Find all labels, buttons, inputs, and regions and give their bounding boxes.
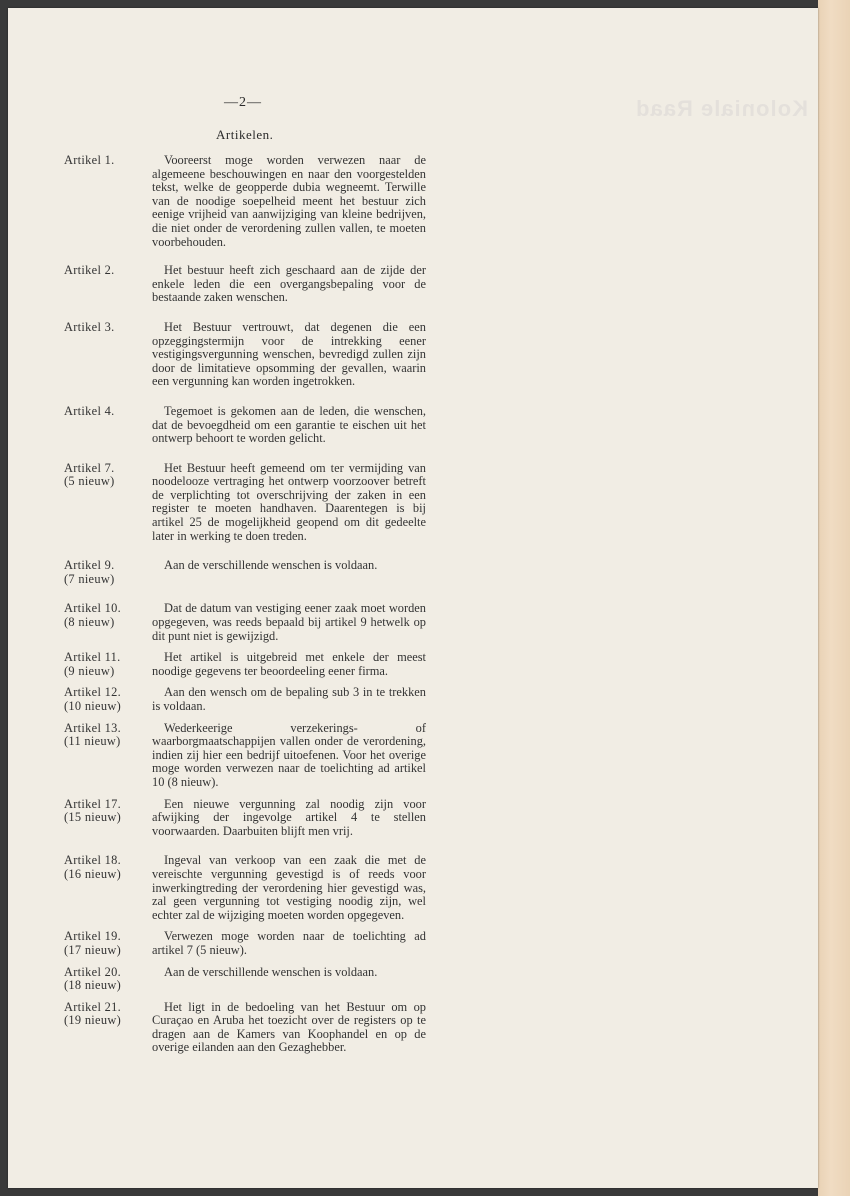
article-label xyxy=(64,966,152,993)
article-label xyxy=(64,930,152,957)
section-heading: Artikelen. xyxy=(216,127,274,142)
article-row xyxy=(64,854,426,922)
article-text: Ingeval van verkoop van een zaak die met de vereischte vergunning gevestigd is of reeds voor inwerkingtreding der verordening hier gevestigd was, zal geen vergunning tot vestiging noodig zijn, wel echter zal de wijziging moeten worden opgegeven. xyxy=(152,853,426,922)
next-page-edge xyxy=(818,0,850,1196)
article-new-number: (9 nieuw) xyxy=(64,663,115,678)
article-body xyxy=(152,462,426,544)
article-number: Artikel 18. xyxy=(64,853,121,868)
articles-list xyxy=(64,154,426,1055)
article-label xyxy=(64,722,152,790)
article-text: Tegemoet is gekomen aan de leden, die wenschen, dat de bevoegdheid om een garantie te eischen uit het ontwerp behoort te worden gelicht. xyxy=(152,403,426,446)
article-row xyxy=(64,722,426,790)
article-text: Aan de verschillende wenschen is voldaan. xyxy=(164,964,378,979)
article-text: Aan de verschillende wenschen is voldaan. xyxy=(164,558,378,573)
article-text: Het Bestuur vertrouwt, dat degenen die een opzeggingstermijn voor de intrekking eener vestigingsvergunning wenschen, bevredigd zullen zijn door de limitatieve opsomming der gevallen, waarin een vergunning kan worden ingetrokken. xyxy=(152,319,426,389)
article-body xyxy=(152,854,426,922)
scan-border-left xyxy=(0,0,8,1196)
article-row xyxy=(64,154,426,249)
article-label xyxy=(64,651,152,678)
article-body xyxy=(152,321,426,389)
document-page xyxy=(8,8,818,1188)
article-new-number: (15 nieuw) xyxy=(64,810,122,825)
article-body xyxy=(152,798,426,839)
article-text: Vooreerst moge worden verwezen naar de algemeene beschouwingen en naar den voorgestelden tekst, welke de geopperde dubia wegneemt. Terwille van de noodige soepelheid meent het bestuur zich eenige vrijheid van aanwijziging van kleine bedrijven, die niet onder de verordening zullen vallen, te moeten voorbehouden. xyxy=(152,153,426,249)
article-body xyxy=(152,559,426,586)
article-label xyxy=(64,854,152,922)
scan-border-top xyxy=(0,0,850,8)
article-text: Verwezen moge worden naar de toelichting ad artikel 7 (5 nieuw). xyxy=(152,929,426,957)
article-new-number: (17 nieuw) xyxy=(64,942,122,957)
scan-border-bottom xyxy=(0,1188,850,1196)
article-number: Artikel 4. xyxy=(64,403,115,418)
article-label xyxy=(64,559,152,586)
article-text: Dat de datum van vestiging eener zaak moet worden opgegeven, was reeds bepaald bij artikel 9 hetwelk op dit punt niet is gewijzigd. xyxy=(152,601,426,643)
article-number: Artikel 1. xyxy=(64,153,115,167)
article-row xyxy=(64,602,426,643)
article-number: Artikel 20. xyxy=(64,964,121,979)
article-number: Artikel 10. xyxy=(64,601,121,616)
article-row xyxy=(64,798,426,839)
article-number: Artikel 9. xyxy=(64,558,115,573)
article-text: Het Bestuur heeft gemeend om ter vermijding van noodelooze vertraging het ontwerp voorzoover betreft de verplichting tot overschrijving der zaken in een register te moeten handhaven. Daarentegen is bij artikel 25 de mogelijkheid geopend om dit gedeelte later in werking te doen treden. xyxy=(152,460,426,543)
article-new-number: (19 nieuw) xyxy=(64,1013,122,1028)
article-text: Het bestuur heeft zich geschaard aan de zijde der enkele leden die een overgangsbepaling voor de bestaande zaken wenschen. xyxy=(152,263,426,305)
article-new-number: (8 nieuw) xyxy=(64,615,115,630)
article-text: Het artikel is uitgebreid met enkele der meest noodige gegevens ter beoordeeling eener firma. xyxy=(152,650,426,678)
article-label xyxy=(64,1001,152,1055)
article-number: Artikel 3. xyxy=(64,319,115,334)
article-row xyxy=(64,559,426,586)
show-through-text: Koloniale Raad xyxy=(635,96,808,121)
article-number: Artikel 7. xyxy=(64,460,115,475)
article-row xyxy=(64,651,426,678)
article-body xyxy=(152,966,426,993)
article-new-number: (16 nieuw) xyxy=(64,866,122,881)
article-label xyxy=(64,321,152,389)
article-label xyxy=(64,264,152,305)
article-label xyxy=(64,405,152,446)
article-text: Aan den wensch om de bepaling sub 3 in te trekken is voldaan. xyxy=(152,685,426,713)
article-new-number: (7 nieuw) xyxy=(64,571,115,586)
article-text: Wederkeerige verzekerings- of waarborgmaatschappijen vallen onder de verordening, indien zij hier een bedrijf uitoefenen. Voor het overige moge worden verwezen naar de toelichting ad artikel 10 (8 nieuw). xyxy=(152,720,426,789)
article-label xyxy=(64,602,152,643)
article-body xyxy=(152,1001,426,1055)
article-label xyxy=(64,798,152,839)
article-body xyxy=(152,722,426,790)
article-body xyxy=(152,602,426,643)
article-number: Artikel 17. xyxy=(64,796,121,811)
article-row xyxy=(64,966,426,993)
article-new-number: (10 nieuw) xyxy=(64,699,122,713)
article-text: Het ligt in de bedoeling van het Bestuur om op Curaçao en Aruba het toezicht over de registers op te dragen aan de Kamers van Koophandel en op de overige eilanden aan den Gezaghebber. xyxy=(152,999,426,1055)
article-number: Artikel 12. xyxy=(64,685,121,700)
article-text: Een nieuwe vergunning zal noodig zijn voor afwijking der ingevolge artikel 4 te stellen voorwaarden. Daarbuiten blijft men vrij. xyxy=(152,796,426,838)
article-body xyxy=(152,264,426,305)
article-body xyxy=(152,930,426,957)
article-new-number: (5 nieuw) xyxy=(64,474,115,489)
article-row xyxy=(64,1001,426,1055)
article-label xyxy=(64,686,152,713)
article-body xyxy=(152,154,426,249)
article-body xyxy=(152,405,426,446)
article-body xyxy=(152,686,426,713)
article-label xyxy=(64,154,152,249)
page-number: —2— xyxy=(224,95,262,110)
article-row xyxy=(64,462,426,544)
article-number: Artikel 13. xyxy=(64,720,121,735)
article-new-number: (11 nieuw) xyxy=(64,734,121,749)
article-new-number: (18 nieuw) xyxy=(64,978,122,993)
article-row xyxy=(64,264,426,305)
article-number: Artikel 21. xyxy=(64,999,121,1014)
article-number: Artikel 11. xyxy=(64,650,121,665)
article-body xyxy=(152,651,426,678)
article-row xyxy=(64,930,426,957)
article-number: Artikel 2. xyxy=(64,263,115,278)
article-row xyxy=(64,321,426,389)
article-label xyxy=(64,462,152,544)
article-row xyxy=(64,686,426,713)
article-number: Artikel 19. xyxy=(64,929,121,944)
article-row xyxy=(64,405,426,446)
